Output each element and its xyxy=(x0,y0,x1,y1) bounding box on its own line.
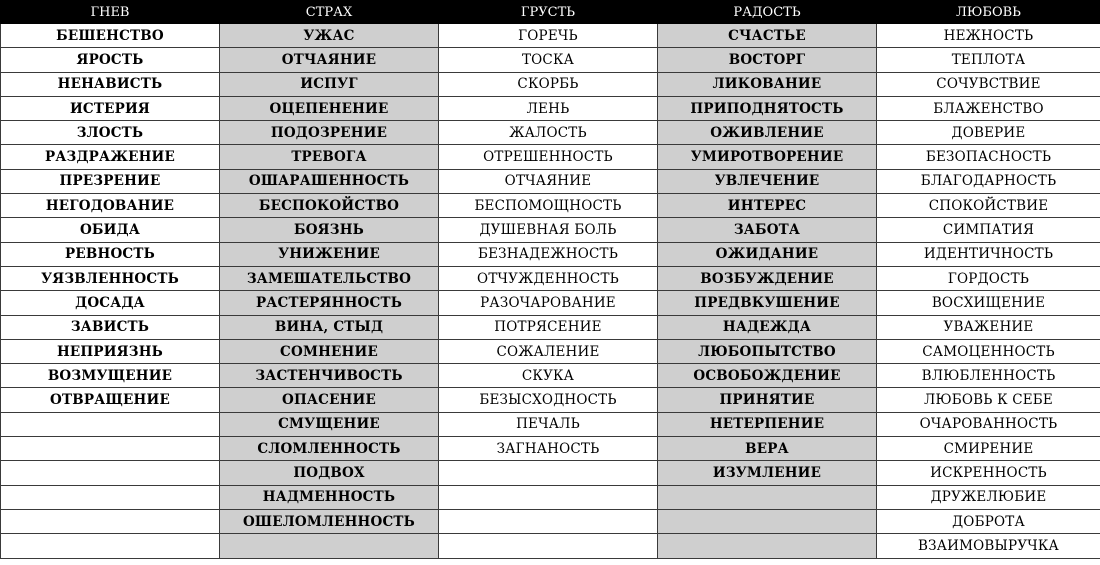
cell-love: УВАЖЕНИЕ xyxy=(877,315,1100,339)
cell-love: ДОБРОТА xyxy=(877,509,1100,533)
table-row xyxy=(1,315,1100,339)
cell-anger xyxy=(1,509,220,533)
cell-anger: ИСТЕРИЯ xyxy=(1,96,220,120)
table-body xyxy=(1,24,1100,559)
cell-fear: БЕСПОКОЙСТВО xyxy=(220,194,439,218)
cell-love: БЛАГОДАРНОСТЬ xyxy=(877,169,1100,193)
cell-fear: БОЯЗНЬ xyxy=(220,218,439,242)
cell-love: ВЗАИМОВЫРУЧКА xyxy=(877,534,1100,558)
cell-joy: ОЖИВЛЕНИЕ xyxy=(658,121,877,145)
table-row xyxy=(1,218,1100,242)
cell-anger: ОТВРАЩЕНИЕ xyxy=(1,388,220,412)
cell-sadness: ЖАЛОСТЬ xyxy=(439,121,658,145)
cell-fear: ТРЕВОГА xyxy=(220,145,439,169)
cell-sadness: СКОРБЬ xyxy=(439,72,658,96)
cell-anger xyxy=(1,534,220,558)
cell-sadness: ПОТРЯСЕНИЕ xyxy=(439,315,658,339)
cell-fear: ОЦЕПЕНЕНИЕ xyxy=(220,96,439,120)
cell-joy: ЛЮБОПЫТСТВО xyxy=(658,339,877,363)
cell-fear: СЛОМЛЕННОСТЬ xyxy=(220,437,439,461)
cell-joy: ВОСТОРГ xyxy=(658,48,877,72)
cell-love: ТЕПЛОТА xyxy=(877,48,1100,72)
cell-joy xyxy=(658,485,877,509)
table-row xyxy=(1,339,1100,363)
cell-fear: ОТЧАЯНИЕ xyxy=(220,48,439,72)
header-joy: РАДОСТЬ xyxy=(658,1,877,24)
cell-sadness: ТОСКА xyxy=(439,48,658,72)
table-row xyxy=(1,534,1100,558)
cell-joy: ИНТЕРЕС xyxy=(658,194,877,218)
header-sadness: ГРУСТЬ xyxy=(439,1,658,24)
cell-joy: ОСВОБОЖДЕНИЕ xyxy=(658,364,877,388)
cell-fear: ВИНА, СТЫД xyxy=(220,315,439,339)
cell-joy xyxy=(658,534,877,558)
table-row xyxy=(1,194,1100,218)
table-row xyxy=(1,169,1100,193)
cell-love: НЕЖНОСТЬ xyxy=(877,24,1100,48)
header-fear: СТРАХ xyxy=(220,1,439,24)
table-row xyxy=(1,412,1100,436)
cell-love: ГОРДОСТЬ xyxy=(877,266,1100,290)
cell-fear: ПОДВОХ xyxy=(220,461,439,485)
table-row xyxy=(1,461,1100,485)
cell-fear: ОШЕЛОМЛЕННОСТЬ xyxy=(220,509,439,533)
cell-anger xyxy=(1,412,220,436)
cell-love: ВЛЮБЛЕННОСТЬ xyxy=(877,364,1100,388)
table-header xyxy=(1,1,1100,24)
cell-fear: СМУЩЕНИЕ xyxy=(220,412,439,436)
cell-love: ДРУЖЕЛЮБИЕ xyxy=(877,485,1100,509)
table-row xyxy=(1,388,1100,412)
table-row xyxy=(1,266,1100,290)
cell-fear: ПОДОЗРЕНИЕ xyxy=(220,121,439,145)
cell-fear: СОМНЕНИЕ xyxy=(220,339,439,363)
cell-love: ВОСХИЩЕНИЕ xyxy=(877,291,1100,315)
cell-love: ДОВЕРИЕ xyxy=(877,121,1100,145)
cell-sadness: БЕЗНАДЕЖНОСТЬ xyxy=(439,242,658,266)
cell-love: БЕЗОПАСНОСТЬ xyxy=(877,145,1100,169)
cell-love: БЛАЖЕНСТВО xyxy=(877,96,1100,120)
cell-fear: ЗАМЕШАТЕЛЬСТВО xyxy=(220,266,439,290)
cell-joy xyxy=(658,509,877,533)
cell-joy: СЧАСТЬЕ xyxy=(658,24,877,48)
cell-anger: УЯЗВЛЕННОСТЬ xyxy=(1,266,220,290)
cell-fear: УЖАС xyxy=(220,24,439,48)
cell-joy: НЕТЕРПЕНИЕ xyxy=(658,412,877,436)
cell-joy: ВОЗБУЖДЕНИЕ xyxy=(658,266,877,290)
table-row xyxy=(1,48,1100,72)
table-row xyxy=(1,121,1100,145)
cell-anger: РАЗДРАЖЕНИЕ xyxy=(1,145,220,169)
cell-joy: ПРИПОДНЯТОСТЬ xyxy=(658,96,877,120)
table-row xyxy=(1,145,1100,169)
header-row xyxy=(1,1,1100,24)
cell-anger xyxy=(1,485,220,509)
cell-fear xyxy=(220,534,439,558)
header-anger: ГНЕВ xyxy=(1,1,220,24)
cell-anger: РЕВНОСТЬ xyxy=(1,242,220,266)
cell-sadness: ОТЧУЖДЕННОСТЬ xyxy=(439,266,658,290)
cell-joy: УМИРОТВОРЕНИЕ xyxy=(658,145,877,169)
cell-anger: БЕШЕНСТВО xyxy=(1,24,220,48)
cell-love: СИМПАТИЯ xyxy=(877,218,1100,242)
header-love: ЛЮБОВЬ xyxy=(877,1,1100,24)
cell-sadness xyxy=(439,485,658,509)
cell-joy: ЗАБОТА xyxy=(658,218,877,242)
cell-joy: ИЗУМЛЕНИЕ xyxy=(658,461,877,485)
table-row xyxy=(1,72,1100,96)
cell-anger: ПРЕЗРЕНИЕ xyxy=(1,169,220,193)
cell-joy: ПРЕДВКУШЕНИЕ xyxy=(658,291,877,315)
cell-joy: ОЖИДАНИЕ xyxy=(658,242,877,266)
cell-joy: ЛИКОВАНИЕ xyxy=(658,72,877,96)
cell-fear: ОПАСЕНИЕ xyxy=(220,388,439,412)
cell-anger: ЗАВИСТЬ xyxy=(1,315,220,339)
cell-anger: ЗЛОСТЬ xyxy=(1,121,220,145)
cell-sadness: ДУШЕВНАЯ БОЛЬ xyxy=(439,218,658,242)
table-row xyxy=(1,437,1100,461)
cell-anger: НЕГОДОВАНИЕ xyxy=(1,194,220,218)
cell-love: СОЧУВСТВИЕ xyxy=(877,72,1100,96)
cell-anger: ДОСАДА xyxy=(1,291,220,315)
cell-fear: ИСПУГ xyxy=(220,72,439,96)
cell-love: ИСКРЕННОСТЬ xyxy=(877,461,1100,485)
cell-sadness: РАЗОЧАРОВАНИЕ xyxy=(439,291,658,315)
cell-sadness xyxy=(439,461,658,485)
cell-love: СМИРЕНИЕ xyxy=(877,437,1100,461)
cell-anger: НЕПРИЯЗНЬ xyxy=(1,339,220,363)
cell-anger: ВОЗМУЩЕНИЕ xyxy=(1,364,220,388)
cell-anger: НЕНАВИСТЬ xyxy=(1,72,220,96)
cell-sadness: ОТРЕШЕННОСТЬ xyxy=(439,145,658,169)
cell-fear: НАДМЕННОСТЬ xyxy=(220,485,439,509)
cell-joy: УВЛЕЧЕНИЕ xyxy=(658,169,877,193)
cell-love: ЛЮБОВЬ К СЕБЕ xyxy=(877,388,1100,412)
cell-sadness xyxy=(439,509,658,533)
cell-sadness: ОТЧАЯНИЕ xyxy=(439,169,658,193)
cell-joy: НАДЕЖДА xyxy=(658,315,877,339)
cell-sadness: СОЖАЛЕНИЕ xyxy=(439,339,658,363)
cell-love: ИДЕНТИЧНОСТЬ xyxy=(877,242,1100,266)
cell-sadness: БЕЗЫСХОДНОСТЬ xyxy=(439,388,658,412)
cell-joy: ПРИНЯТИЕ xyxy=(658,388,877,412)
table-row xyxy=(1,485,1100,509)
cell-love: ОЧАРОВАННОСТЬ xyxy=(877,412,1100,436)
table-row xyxy=(1,96,1100,120)
table-row xyxy=(1,24,1100,48)
cell-joy: ВЕРА xyxy=(658,437,877,461)
cell-sadness: ЗАГНАНОСТЬ xyxy=(439,437,658,461)
table-row xyxy=(1,291,1100,315)
cell-anger: ЯРОСТЬ xyxy=(1,48,220,72)
cell-fear: ОШАРАШЕННОСТЬ xyxy=(220,169,439,193)
cell-anger xyxy=(1,461,220,485)
cell-fear: УНИЖЕНИЕ xyxy=(220,242,439,266)
cell-sadness: ГОРЕЧЬ xyxy=(439,24,658,48)
cell-anger xyxy=(1,437,220,461)
cell-fear: ЗАСТЕНЧИВОСТЬ xyxy=(220,364,439,388)
cell-fear: РАСТЕРЯННОСТЬ xyxy=(220,291,439,315)
table-row xyxy=(1,509,1100,533)
cell-sadness: ПЕЧАЛЬ xyxy=(439,412,658,436)
cell-anger: ОБИДА xyxy=(1,218,220,242)
cell-love: СПОКОЙСТВИЕ xyxy=(877,194,1100,218)
cell-sadness: БЕСПОМОЩНОСТЬ xyxy=(439,194,658,218)
cell-sadness xyxy=(439,534,658,558)
cell-sadness: СКУКА xyxy=(439,364,658,388)
cell-love: САМОЦЕННОСТЬ xyxy=(877,339,1100,363)
table-row xyxy=(1,364,1100,388)
cell-sadness: ЛЕНЬ xyxy=(439,96,658,120)
table-row xyxy=(1,242,1100,266)
